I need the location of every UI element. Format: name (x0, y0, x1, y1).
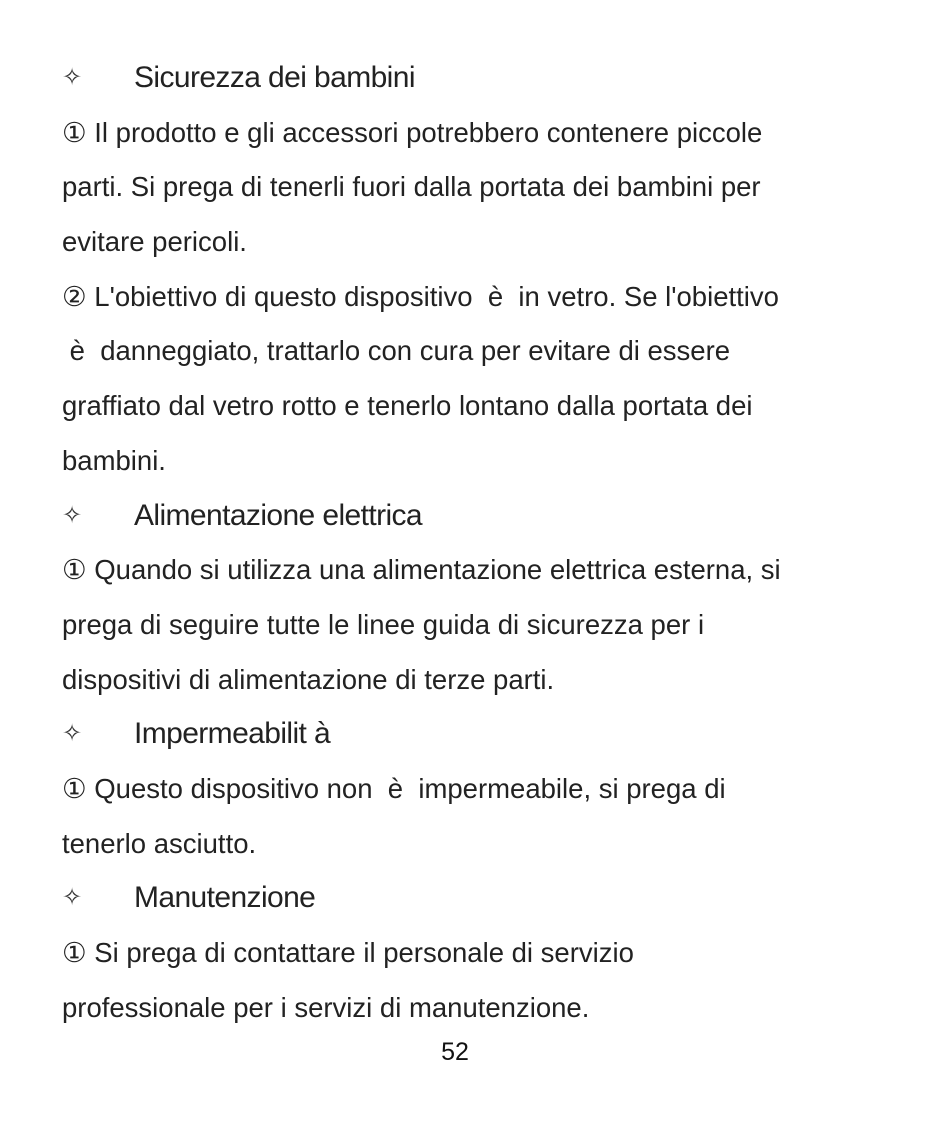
paragraph-line: parti. Si prega di tenerli fuori dalla portata dei bambini per (62, 171, 761, 203)
section-heading (62, 707, 922, 762)
paragraph-line: ① Il prodotto e gli accessori potrebbero contenere piccole (62, 116, 763, 148)
paragraph-line: tenerlo asciutto. (62, 827, 257, 859)
paragraph-line: dispositivi di alimentazione di terze parti. (62, 663, 555, 695)
sparkle-star-icon: ✧ (62, 64, 82, 91)
section-heading (62, 489, 922, 544)
paragraph-line: è danneggiato, trattarlo con cura per evitare di essere (62, 335, 731, 367)
paragraph-line: evitare pericoli. (62, 226, 247, 258)
paragraph-line: ① Quando si utilizza una alimentazione elettrica esterna, si (62, 554, 781, 586)
paragraph-line: graffiato dal vetro rotto e tenerlo lontano dalla portata dei (62, 390, 753, 422)
heading-text: Sicurezza dei bambini (134, 61, 415, 94)
heading-text: Impermeabilit à (134, 717, 331, 751)
paragraph-line: professionale per i servizi di manutenzione. (62, 991, 590, 1023)
heading-text: Alimentazione elettrica (134, 498, 423, 532)
paragraph-line: ① Questo dispositivo non è impermeabile, si prega di (62, 772, 726, 804)
page-number: 52 (441, 1038, 469, 1066)
sparkle-star-icon: ✧ (62, 884, 82, 912)
paragraph-line: bambini. (62, 444, 166, 476)
paragraph-line: ① Si prega di contattare il personale di servizio (62, 937, 634, 968)
section-heading (62, 871, 922, 926)
sparkle-star-icon: ✧ (62, 720, 82, 748)
section-heading (62, 51, 922, 106)
heading-text: Manutenzione (134, 881, 316, 915)
document-body (62, 51, 922, 1035)
paragraph-line: ② L'obiettivo di questo dispositivo è in vetro. Se l'obiettivo (62, 280, 779, 312)
sparkle-star-icon: ✧ (62, 501, 82, 529)
paragraph-line: prega di seguire tutte le linee guida di sicurezza per i (62, 608, 705, 640)
